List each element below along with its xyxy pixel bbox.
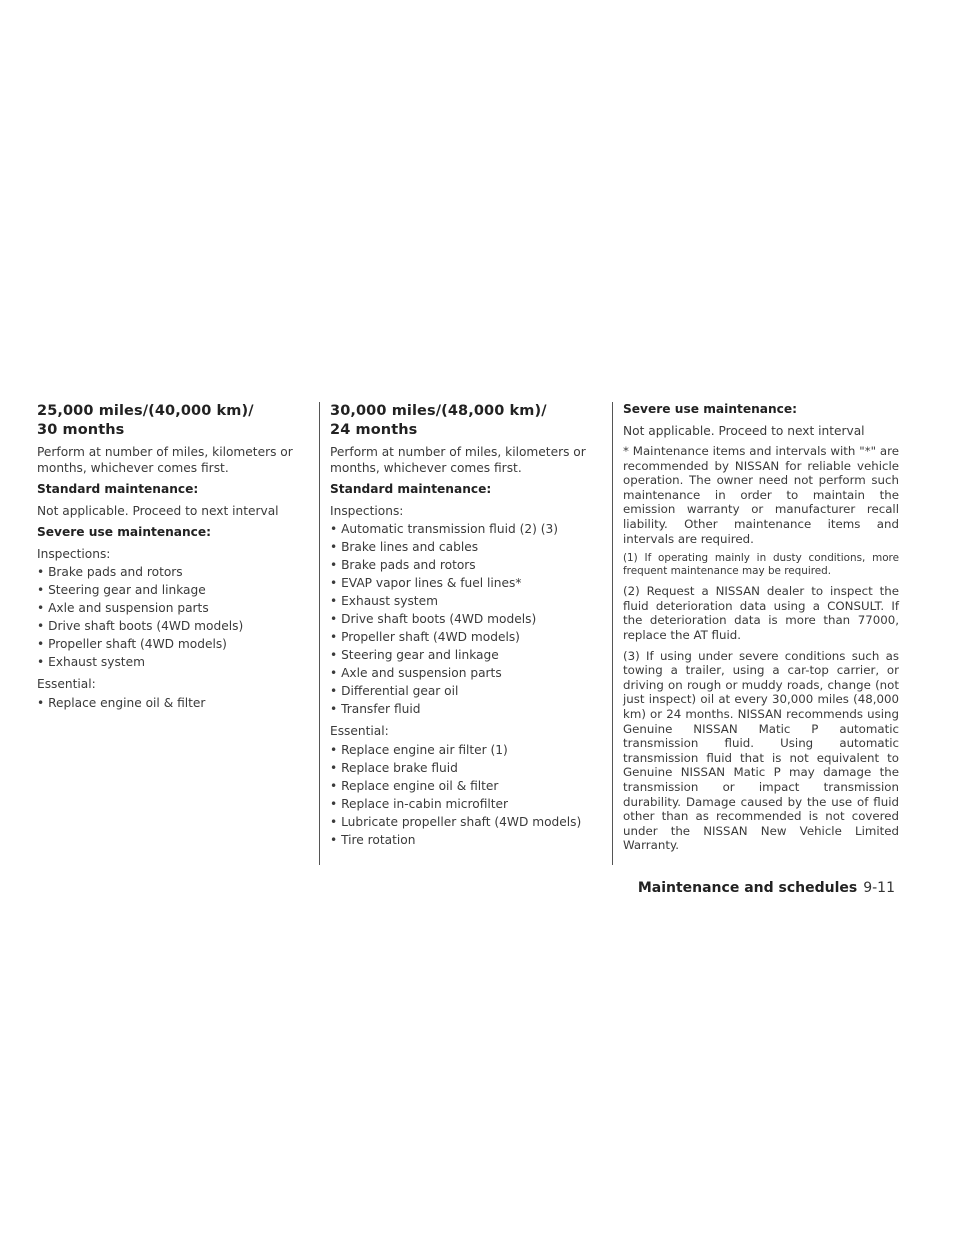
interval-25000-heading bbox=[37, 402, 313, 440]
page-number: 9-11 bbox=[863, 880, 895, 896]
list-item: • Exhaust system bbox=[330, 594, 438, 608]
standard-maintenance-text: Not applicable. Proceed to next interval bbox=[37, 503, 279, 518]
standard-maintenance-label: Standard maintenance: bbox=[330, 482, 492, 496]
note-asterisk: * Maintenance items and intervals with "*" are recommended by NISSAN for reliable vehicle operation. The owner need not perform such maintenance in order to maintain the emission warranty or manufacturer recall liability. Other maintenance items and intervals are required. bbox=[623, 444, 899, 546]
interval-30000-heading bbox=[330, 402, 606, 440]
standard-maintenance-label: Standard maintenance: bbox=[37, 482, 199, 496]
severe-maintenance-text: Not applicable. Proceed to next interval bbox=[623, 423, 865, 438]
list-item: • Propeller shaft (4WD models) bbox=[330, 630, 520, 644]
inspections-list bbox=[330, 520, 606, 718]
list-item: • Drive shaft boots (4WD models) bbox=[37, 619, 244, 633]
list-item: • EVAP vapor lines & fuel lines* bbox=[330, 576, 522, 590]
list-item: • Replace engine oil & filter bbox=[330, 778, 499, 793]
list-item: • Brake pads and rotors bbox=[37, 565, 183, 579]
heading-line-1: 30,000 miles/(48,000 km)/ bbox=[330, 403, 547, 419]
list-item: • Steering gear and linkage bbox=[330, 648, 499, 662]
section-title: Maintenance and schedules bbox=[637, 880, 858, 896]
list-item: • Replace engine oil & filter bbox=[37, 695, 206, 710]
column-divider bbox=[612, 402, 613, 865]
list-item: • Replace brake fluid bbox=[330, 760, 458, 775]
list-item: • Lubricate propeller shaft (4WD models) bbox=[330, 814, 582, 829]
heading-line-2: 24 months bbox=[330, 422, 418, 438]
note-3: (3) If using under severe conditions such as towing a trailer, using a car-top carrier, or driving on rough or muddy roads, change (not just inspect) oil at every 30,000 miles (48,000 km) or 24 months. NISSAN recommends using Genuine NISSAN Matic P automatic transmission fluid. Using automatic transmission fluid that is not equivalent to Genuine NISSAN Matic P may damage the transmission or impact transmission durability. Damage caused by the use of fluid other than as recommended is not covered under the NISSAN New Vehicle Limited Warranty. bbox=[623, 648, 899, 853]
intro-text: Perform at number of miles, kilometers or months, whichever comes first. bbox=[330, 445, 586, 475]
severe-maintenance-label: Severe use maintenance: bbox=[623, 402, 798, 416]
list-item: • Replace engine air filter (1) bbox=[330, 742, 508, 757]
column-divider bbox=[319, 402, 320, 865]
inspections-label: Inspections: bbox=[330, 503, 404, 518]
list-item: • Propeller shaft (4WD models) bbox=[37, 637, 227, 651]
list-item: • Axle and suspension parts bbox=[330, 666, 502, 680]
intro-text: Perform at number of miles, kilometers or months, whichever comes first. bbox=[37, 445, 293, 475]
heading-line-2: 30 months bbox=[37, 422, 125, 438]
interval-25000-column bbox=[37, 402, 313, 718]
list-item: • Drive shaft boots (4WD models) bbox=[330, 612, 537, 626]
heading-line-1: 25,000 miles/(40,000 km)/ bbox=[37, 403, 254, 419]
inspections-label: Inspections: bbox=[37, 546, 111, 561]
list-item: • Differential gear oil bbox=[330, 684, 459, 698]
list-item: • Brake pads and rotors bbox=[330, 558, 476, 572]
list-item: • Exhaust system bbox=[37, 655, 145, 669]
note-2: (2) Request a NISSAN dealer to inspect the fluid deterioration data using a CONSULT. If the deterioration data is more than 77000, replace the AT fluid. bbox=[623, 584, 899, 643]
list-item: • Transfer fluid bbox=[330, 702, 421, 716]
notes-column bbox=[623, 402, 899, 859]
list-item: • Steering gear and linkage bbox=[37, 583, 206, 597]
essential-list bbox=[37, 694, 313, 712]
severe-maintenance-label: Severe use maintenance: bbox=[37, 525, 212, 539]
essential-label: Essential: bbox=[330, 724, 389, 738]
note-1: (1) If operating mainly in dusty conditions, more frequent maintenance may be required. bbox=[623, 552, 899, 578]
inspections-list bbox=[37, 563, 313, 671]
essential-list bbox=[330, 741, 606, 849]
page-footer bbox=[560, 877, 895, 896]
list-item: • Tire rotation bbox=[330, 832, 416, 847]
list-item: • Automatic transmission fluid (2) (3) bbox=[330, 522, 558, 536]
list-item: • Brake lines and cables bbox=[330, 540, 479, 554]
interval-30000-column bbox=[330, 402, 606, 855]
list-item: • Axle and suspension parts bbox=[37, 601, 209, 615]
list-item: • Replace in-cabin microfilter bbox=[330, 796, 509, 811]
essential-label: Essential: bbox=[37, 677, 96, 691]
